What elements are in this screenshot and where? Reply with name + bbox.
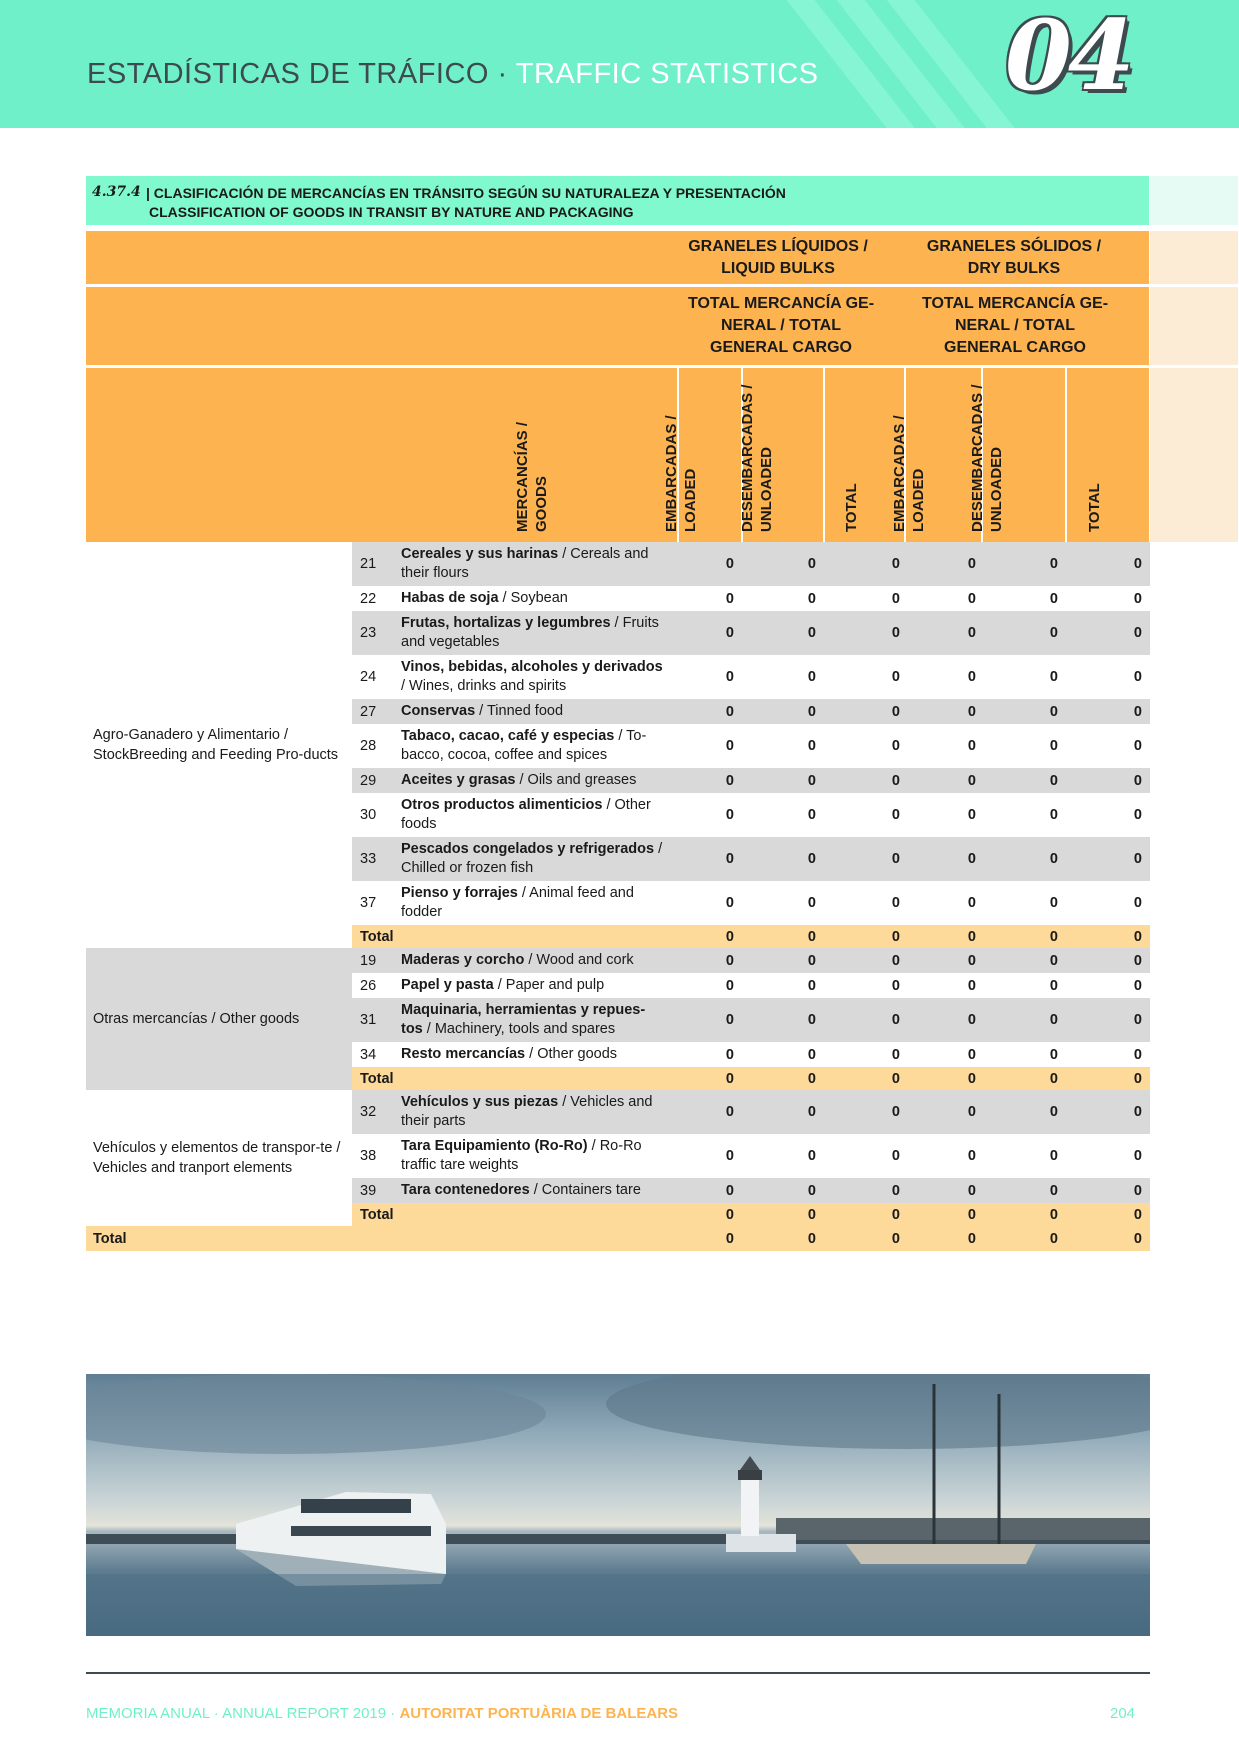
row-value: 0	[986, 1134, 1068, 1178]
row-value: 0	[674, 1178, 744, 1203]
row-code: 39	[352, 1178, 401, 1203]
row-description-en: / Other foods	[401, 797, 651, 832]
row-value: 0	[986, 793, 1068, 837]
table-caption-es: | CLASIFICACIÓN DE MERCANCÍAS EN TRÁNSITO SEGÚN SU NATURALEZA Y PRESENTACIÓN	[146, 185, 786, 201]
row-description	[401, 586, 674, 611]
col-group-dry: GRANELES SÓLIDOS / DRY BULKS	[926, 237, 1102, 277]
table-row	[86, 542, 1150, 586]
row-value: 0	[744, 724, 826, 768]
row-value: 0	[744, 881, 826, 925]
row-description-en: / Paper and pulp	[493, 977, 605, 993]
row-value: 0	[986, 655, 1068, 699]
row-value: 0	[826, 881, 908, 925]
group-total-value: 0	[1068, 1067, 1150, 1090]
row-value: 0	[744, 973, 826, 998]
row-value: 0	[986, 699, 1068, 724]
col-header-unloaded-liquid: DESEMBARCADAS / UNLOADED	[739, 384, 775, 532]
row-description	[401, 948, 674, 973]
page-title-es: ESTADÍSTICAS DE TRÁFICO ·	[87, 58, 516, 90]
row-description	[401, 1042, 674, 1067]
row-description	[401, 837, 674, 881]
page-header	[0, 0, 1239, 128]
row-description	[401, 881, 674, 925]
row-value: 0	[986, 542, 1068, 586]
row-code: 28	[352, 724, 401, 768]
row-value: 0	[674, 768, 744, 793]
group-total-value: 0	[826, 1203, 908, 1226]
chapter-number: 04	[1005, 0, 1131, 112]
group-label-es: Otras mercancías	[93, 1011, 208, 1027]
group-label-es: Vehículos y elementos de transpor-te	[93, 1140, 333, 1156]
row-value: 0	[908, 586, 986, 611]
row-value: 0	[744, 611, 826, 655]
row-value: 0	[1068, 837, 1150, 881]
row-description	[401, 724, 674, 768]
row-code: 37	[352, 881, 401, 925]
grand-total-label: Total	[86, 1226, 674, 1251]
group-total-label: Total	[352, 1203, 674, 1226]
row-description-en: / Chilled or frozen fish	[401, 841, 663, 876]
footer-text	[86, 1705, 678, 1722]
table-caption	[86, 176, 1149, 225]
group-label-en: StockBreeding and Feeding Pro-ducts	[93, 747, 339, 763]
row-value: 0	[674, 724, 744, 768]
row-description	[401, 699, 674, 724]
row-code: 38	[352, 1134, 401, 1178]
group-total-value: 0	[826, 1067, 908, 1090]
row-description-es: Maquinaria, herramientas y repues-tos	[401, 1002, 646, 1037]
row-value: 0	[744, 998, 826, 1042]
row-description-es: Tara contenedores	[401, 1182, 530, 1198]
row-value: 0	[908, 1178, 986, 1203]
harbor-photo	[86, 1374, 1150, 1636]
row-value: 0	[826, 655, 908, 699]
row-value: 0	[674, 542, 744, 586]
row-description-en: / Soybean	[498, 590, 568, 606]
header-row-columns	[86, 368, 1149, 542]
row-code: 23	[352, 611, 401, 655]
row-code: 31	[352, 998, 401, 1042]
row-code: 24	[352, 655, 401, 699]
row-value: 0	[908, 724, 986, 768]
row-value: 0	[826, 793, 908, 837]
row-value: 0	[674, 837, 744, 881]
col-header-loaded-dry: EMBARCADAS / LOADED	[891, 415, 927, 532]
row-value: 0	[986, 724, 1068, 768]
row-value: 0	[986, 768, 1068, 793]
row-value: 0	[1068, 542, 1150, 586]
row-description-es: Conservas	[401, 703, 476, 719]
row-description	[401, 793, 674, 837]
row-description-es: Frutas, hortalizas y legumbres	[401, 615, 611, 631]
group-total-value: 0	[908, 1067, 986, 1090]
row-value: 0	[826, 973, 908, 998]
table-number: 4.37.4	[92, 184, 141, 200]
row-value: 0	[744, 655, 826, 699]
row-value: 0	[986, 1042, 1068, 1067]
row-description	[401, 611, 674, 655]
row-description	[401, 655, 674, 699]
goods-column-header: MERCANCÍAS / GOODS	[514, 421, 550, 532]
group-total-label: Total	[352, 1067, 674, 1090]
row-value: 0	[1068, 611, 1150, 655]
row-value: 0	[908, 542, 986, 586]
row-description-en: / Oils and greases	[515, 772, 637, 788]
group-label	[86, 542, 352, 948]
row-value: 0	[986, 586, 1068, 611]
col-header-total-dry: TOTAL	[1086, 483, 1103, 532]
table-caption-en: CLASSIFICATION OF GOODS IN TRANSIT BY NATURE AND PACKAGING	[149, 204, 634, 220]
row-description-en: / Tinned food	[475, 703, 564, 719]
harbor-photo-illustration	[86, 1374, 1150, 1636]
row-description-es: Maderas y corcho	[401, 952, 525, 968]
row-value: 0	[744, 793, 826, 837]
row-value: 0	[826, 1134, 908, 1178]
row-description-en: / To-bacco, cocoa, coffee and spices	[401, 728, 647, 763]
row-code: 21	[352, 542, 401, 586]
row-description-es: Habas de soja	[401, 590, 499, 606]
page-title	[87, 58, 819, 91]
row-description	[401, 768, 674, 793]
group-total-label: Total	[352, 925, 674, 948]
row-value: 0	[674, 1134, 744, 1178]
group-total-value: 0	[674, 925, 744, 948]
row-value: 0	[674, 655, 744, 699]
group-total-value: 0	[826, 925, 908, 948]
row-description-es: Cereales y sus harinas	[401, 546, 559, 562]
row-value: 0	[908, 1134, 986, 1178]
row-value: 0	[744, 699, 826, 724]
row-value: 0	[1068, 768, 1150, 793]
row-description-es: Tara Equipamiento (Ro-Ro)	[401, 1138, 588, 1154]
col-header-unloaded-dry: DESEMBARCADAS / UNLOADED	[969, 384, 1005, 532]
group-total-value: 0	[908, 925, 986, 948]
row-description	[401, 1178, 674, 1203]
row-description	[401, 998, 674, 1042]
row-value: 0	[674, 948, 744, 973]
row-description-es: Resto mercancías	[401, 1046, 526, 1062]
group-label-en: / Vehicles and tranport elements	[93, 1140, 341, 1176]
row-code: 29	[352, 768, 401, 793]
row-description-en: / Containers tare	[529, 1182, 641, 1198]
row-value: 0	[744, 1090, 826, 1134]
page-number: 204	[1110, 1705, 1136, 1722]
row-value: 0	[986, 881, 1068, 925]
row-value: 0	[826, 948, 908, 973]
row-description-en: / Fruits and vegetables	[401, 615, 659, 650]
row-value: 0	[1068, 1042, 1150, 1067]
caption-tail	[1150, 176, 1238, 225]
grand-total-row	[86, 1226, 1150, 1251]
group-label	[86, 1090, 352, 1226]
row-value: 0	[744, 542, 826, 586]
group-total-value: 0	[986, 1203, 1068, 1226]
goods-classification-table	[86, 176, 1149, 1251]
group-label	[86, 948, 352, 1090]
row-code: 26	[352, 973, 401, 998]
row-description	[401, 1134, 674, 1178]
row-value: 0	[908, 1042, 986, 1067]
row-value: 0	[1068, 973, 1150, 998]
row-value: 0	[826, 699, 908, 724]
grand-total-value: 0	[908, 1226, 986, 1251]
group-label-es: Agro-Ganadero y Alimentario /	[93, 727, 289, 743]
row-value: 0	[744, 948, 826, 973]
header-row-subgroups	[86, 287, 1149, 365]
row-description-es: Pescados congelados y refrigerados	[401, 841, 655, 857]
grand-total-value: 0	[986, 1226, 1068, 1251]
row-code: 33	[352, 837, 401, 881]
group-total-value: 0	[986, 1067, 1068, 1090]
row-value: 0	[986, 973, 1068, 998]
row-value: 0	[826, 586, 908, 611]
row-value: 0	[826, 837, 908, 881]
row-description-en: / Other goods	[525, 1046, 618, 1062]
row-description-en: / Animal feed and fodder	[401, 885, 634, 920]
footer-report: MEMORIA ANUAL · ANNUAL REPORT 2019 ·	[86, 1705, 400, 1722]
grand-total-value: 0	[826, 1226, 908, 1251]
row-value: 0	[826, 724, 908, 768]
row-description	[401, 542, 674, 586]
row-value: 0	[1068, 724, 1150, 768]
row-description-es: Aceites y grasas	[401, 772, 516, 788]
row-value: 0	[826, 1178, 908, 1203]
group-total-value: 0	[744, 1067, 826, 1090]
row-value: 0	[908, 837, 986, 881]
group-total-value: 0	[744, 925, 826, 948]
col-header-total-liquid: TOTAL	[843, 483, 860, 532]
row-value: 0	[744, 837, 826, 881]
col-header-loaded-liquid: EMBARCADAS / LOADED	[663, 415, 699, 532]
group-total-value: 0	[1068, 1203, 1150, 1226]
row-value: 0	[826, 611, 908, 655]
row-description-en: / Vehicles and their parts	[401, 1094, 653, 1129]
grand-total-value: 0	[674, 1226, 744, 1251]
row-value: 0	[826, 998, 908, 1042]
row-value: 0	[1068, 1134, 1150, 1178]
grand-total-value: 0	[744, 1226, 826, 1251]
row-value: 0	[986, 998, 1068, 1042]
row-value: 0	[744, 1042, 826, 1067]
row-value: 0	[908, 948, 986, 973]
row-code: 19	[352, 948, 401, 973]
row-value: 0	[826, 1042, 908, 1067]
group-total-value: 0	[674, 1067, 744, 1090]
row-code: 32	[352, 1090, 401, 1134]
row-value: 0	[1068, 699, 1150, 724]
row-value: 0	[908, 973, 986, 998]
row-value: 0	[908, 881, 986, 925]
group-label-en: / Other goods	[207, 1011, 300, 1027]
row-value: 0	[674, 699, 744, 724]
page-title-en: TRAFFIC STATISTICS	[515, 58, 819, 90]
row-description-es: Otros productos alimenticios	[401, 797, 603, 813]
row-description-es: Tabaco, cacao, café y especias	[401, 728, 615, 744]
row-value: 0	[1068, 1090, 1150, 1134]
col-group-liquid: GRANELES LÍQUIDOS / LIQUID BULKS	[688, 237, 868, 277]
row-code: 34	[352, 1042, 401, 1067]
row-value: 0	[1068, 948, 1150, 973]
data-table	[86, 542, 1150, 1251]
group-total-value: 0	[908, 1203, 986, 1226]
row-value: 0	[674, 1042, 744, 1067]
row-description-es: Vehículos y sus piezas	[401, 1094, 559, 1110]
row-value: 0	[986, 948, 1068, 973]
row-description-es: Papel y pasta	[401, 977, 494, 993]
row-value: 0	[1068, 586, 1150, 611]
group-total-value: 0	[744, 1203, 826, 1226]
row-value: 0	[986, 1090, 1068, 1134]
col-subgroup-liquid: TOTAL MERCANCÍA GE-NERAL / TOTAL GENERAL CARGO	[687, 295, 875, 356]
row-value: 0	[1068, 1178, 1150, 1203]
row-value: 0	[674, 1090, 744, 1134]
grand-total-value: 0	[1068, 1226, 1150, 1251]
row-description-en: / Wines, drinks and spirits	[401, 678, 567, 694]
group-total-value: 0	[674, 1203, 744, 1226]
footer-divider	[86, 1672, 1150, 1674]
row-value: 0	[908, 699, 986, 724]
row-value: 0	[1068, 881, 1150, 925]
col-subgroup-dry: TOTAL MERCANCÍA GE-NERAL / TOTAL GENERAL CARGO	[921, 295, 1109, 356]
row-value: 0	[674, 998, 744, 1042]
row-value: 0	[826, 768, 908, 793]
group-total-value: 0	[986, 925, 1068, 948]
row-value: 0	[908, 768, 986, 793]
row-value: 0	[826, 542, 908, 586]
row-value: 0	[908, 655, 986, 699]
row-description	[401, 973, 674, 998]
row-value: 0	[674, 793, 744, 837]
row-value: 0	[744, 1178, 826, 1203]
footer-org: AUTORITAT PORTUÀRIA DE BALEARS	[399, 1705, 679, 1722]
row-value: 0	[744, 586, 826, 611]
row-description-en: / Cereals and their flours	[401, 546, 649, 581]
table-row	[86, 1090, 1150, 1134]
header-row-groups	[86, 231, 1149, 284]
row-code: 22	[352, 586, 401, 611]
table-row	[86, 948, 1150, 973]
row-value: 0	[826, 1090, 908, 1134]
row-description-en: / Ro-Ro traffic tare weights	[401, 1138, 642, 1173]
row-code: 27	[352, 699, 401, 724]
row-value: 0	[674, 973, 744, 998]
row-value: 0	[674, 611, 744, 655]
row-value: 0	[908, 611, 986, 655]
row-description-en: / Machinery, tools and spares	[422, 1021, 616, 1037]
row-value: 0	[986, 611, 1068, 655]
row-code: 30	[352, 793, 401, 837]
row-description-es: Vinos, bebidas, alcoholes y derivados	[401, 659, 663, 675]
row-description-es: Pienso y forrajes	[401, 885, 518, 901]
row-value: 0	[908, 1090, 986, 1134]
row-description-en: / Wood and cork	[524, 952, 634, 968]
group-total-value: 0	[1068, 925, 1150, 948]
row-value: 0	[908, 793, 986, 837]
row-value: 0	[674, 881, 744, 925]
row-value: 0	[986, 837, 1068, 881]
row-value: 0	[1068, 998, 1150, 1042]
row-value: 0	[1068, 655, 1150, 699]
row-description	[401, 1090, 674, 1134]
row-value: 0	[744, 1134, 826, 1178]
row-value: 0	[744, 768, 826, 793]
row-value: 0	[674, 586, 744, 611]
row-value: 0	[986, 1178, 1068, 1203]
row-value: 0	[1068, 793, 1150, 837]
row-value: 0	[908, 998, 986, 1042]
